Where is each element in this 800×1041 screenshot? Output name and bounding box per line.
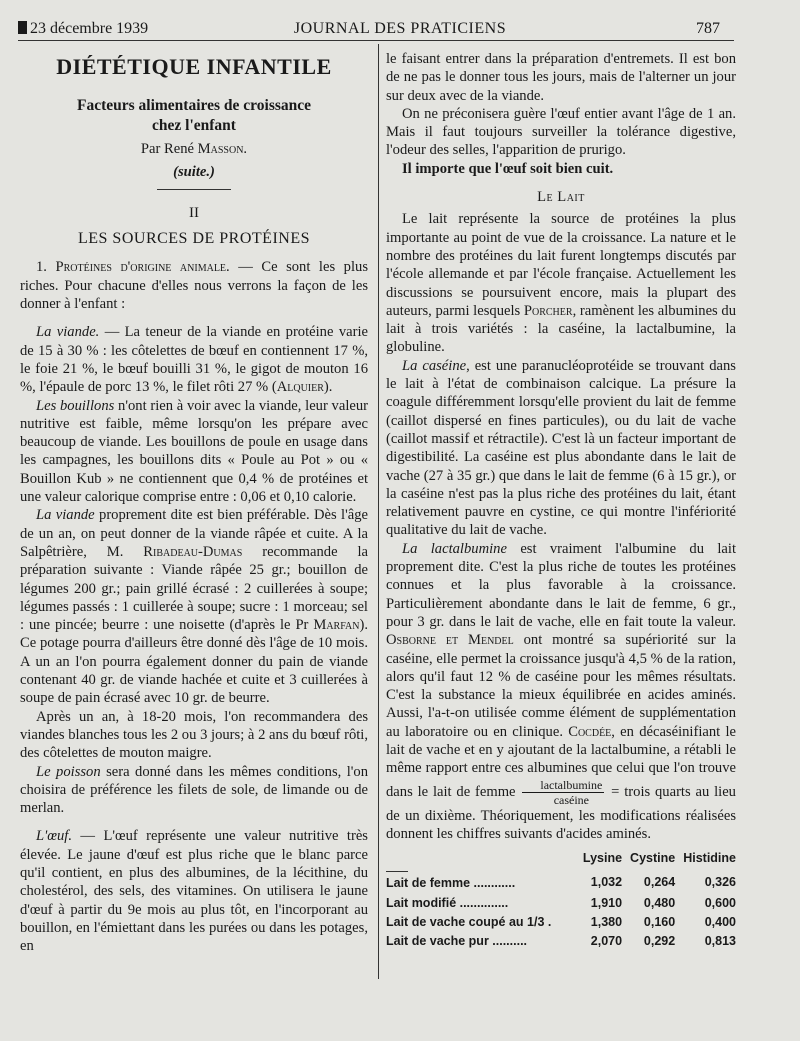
table-row xyxy=(386,894,736,913)
paragraph-text: , est une paranucléoprotéide se trouvant dans le lait à l'état de combinaison calcique. La présure la coagule différemment lorsqu'elle provient du lait de femme (caillot dispersé en fines particules), ou du lait de vache (caillot massif et rétractile). C'est là un facteur important de digestibilité. La caséine est plus abondante dans le lait de vache (27 à 35 gr.) que dans le lait de femme (6 à 15 gr.), or la caséine n'est pas la plus riche des protéines du lait, étant relativement pauvre en cystine, ce qui montre l'infériorité qualitative du lait de vache. xyxy=(386,357,736,539)
cell-histidine: 0,400 xyxy=(704,915,736,930)
paragraph-lead: La lactalbumine xyxy=(402,540,507,557)
paragraph-lead: Les bouillons xyxy=(36,397,115,414)
paragraph xyxy=(386,160,736,178)
paragraph-text: — La teneur de la viande en protéine varie de 15 à 30 % : les côtelettes de bœuf en contiennent 17 %, le foie 21 %, le bœuf bouilli 31 %, le gigot de mouton 16 %, l'épaule de porc 13 %, le filet rôti 27 % ( xyxy=(20,324,368,396)
paragraph-text: , ramènent les albumines du lait à trois variétés : la caséine, la lactalbumine, la globuline. xyxy=(386,302,736,356)
fraction-numerator: lactalbumine xyxy=(522,778,604,793)
citation: Osborne et Mendel xyxy=(386,632,514,649)
cell-histidine: 0,326 xyxy=(704,874,736,889)
paragraph-text: proprement dite est bien préférable. Dès l'âge de un an, on peut donner de la viande râpée et cuite. A la Salpêtrière, M. xyxy=(20,507,368,560)
paragraph xyxy=(20,506,368,707)
article-subtitle-1: Facteurs alimentaires de croissance xyxy=(76,97,312,115)
paragraph xyxy=(386,50,736,105)
right-column xyxy=(386,50,736,952)
author-prefix: Par René xyxy=(140,141,194,158)
paragraph-text: le faisant entrer dans la préparation d'entremets. Il est bon de ne pas le donner tous les jours, mais de l'alterner un jour sur deux avec de la viande. xyxy=(386,51,736,104)
paragraph-gap xyxy=(20,313,368,323)
fraction xyxy=(522,778,604,807)
citation: Marfan xyxy=(313,617,360,634)
left-column xyxy=(20,50,368,955)
table-rule xyxy=(386,871,408,872)
paragraph-text: , en décaséinifiant le lait de vache et en y ajoutant de la lactalbumine, a rétabli le même rapport entre ces albumines que celui que l'on trouve dans le lait de femme xyxy=(386,723,737,800)
citation: Ribadeau-Dumas xyxy=(143,543,243,560)
paragraph-text: sera donné dans les mêmes conditions, l'on choisira de préférence les filets de sole, de limande ou de merlan. xyxy=(20,763,369,817)
author-name: Masson xyxy=(197,141,244,158)
header-journal-name: JOURNAL DES PRATICIENS xyxy=(293,20,507,37)
cell-cystine: 0,292 xyxy=(643,934,676,949)
paragraph-text: Après un an, à 18-20 mois, l'on recommandera des viandes blanches tous les 2 ou 3 jours; à 2 ans du bœuf rôti, des côtelettes de mouton maigre. xyxy=(20,708,368,762)
paragraph xyxy=(20,708,368,763)
paragraph-lead: La viande. xyxy=(36,324,100,341)
paragraph xyxy=(20,763,368,818)
table-header-row xyxy=(386,849,736,871)
column-header: Histidine xyxy=(683,851,736,866)
row-label xyxy=(386,871,575,893)
citation: Cocdée xyxy=(568,723,612,740)
cell-histidine: 0,600 xyxy=(704,895,736,910)
fraction-denominator: caséine xyxy=(553,792,589,807)
article-subtitle-2: chez l'enfant xyxy=(152,117,236,135)
table-row xyxy=(386,913,736,932)
section-number: II xyxy=(189,204,199,221)
column-header: Cystine xyxy=(630,851,676,866)
amino-acid-table xyxy=(386,849,736,951)
cell-lysine: 2,070 xyxy=(590,934,623,949)
paragraph xyxy=(20,258,368,313)
cell-cystine: 0,480 xyxy=(643,895,676,910)
paragraph xyxy=(386,210,736,356)
paragraph-text: ). xyxy=(323,379,333,396)
paragraph-text: est vraiment l'albumine du lait proprement dite. C'est la plus riche de toutes les protéines connues et la plus favorable à la croissance. Particulièrement abondante dans le lait de femme, 6 gr., pour 3 gr. dans le lait de vache, elle en fait toute la valeur. xyxy=(386,540,736,630)
header-rule xyxy=(18,40,734,41)
paragraph xyxy=(386,357,736,540)
article-author: Par René Masson. xyxy=(140,141,248,158)
subsection-heading: Le Lait xyxy=(537,189,585,206)
paragraph xyxy=(20,397,368,507)
paragraph-text: Il importe que l'œuf soit bien cuit. xyxy=(402,160,614,177)
paragraph-text: — L'œuf représente une valeur nutritive très élevée. Le jaune d'œuf est plus riche que le blanc parce qu'il contient, en plus des albumines, de la lécithine, du cholestérol, des sels, des vitamines. On utilisera le jaune d'œuf à partir du 9e mois au plus tôt, en l'incorporant au bouillon, en l'émiettant dans les purées ou dans les potages, en xyxy=(20,828,368,955)
paragraph-text: Le lait représente la source de protéines la plus importante au point de vue de la croissance. La nature et le nombre des protéines du lait furent longtemps discutés par l'école allemande et par l'école française. Actuellement les discussions se poursuivent encore, mais la plupart des auteurs, parmi lesquels xyxy=(386,211,736,319)
citation: Alquier xyxy=(276,379,324,396)
row-label: Lait modifié .............. xyxy=(386,895,509,910)
citation: Porcher xyxy=(523,302,573,319)
row-label: Lait de vache pur .......... xyxy=(386,934,528,949)
cell-lysine: 1,380 xyxy=(590,915,623,930)
paragraph-text: ). Ce potage pourra d'ailleurs être donné dès l'âge de 10 mois. A un an l'on pourra également donner du pain de viande contenant 40 gr. de viande hachée et cuite et 3 cuillerées à soupe de pain écrasé avec 10 gr. de beurre. xyxy=(20,617,368,707)
cell-lysine: 1,032 xyxy=(590,874,623,889)
paragraph xyxy=(386,105,736,160)
table-corner xyxy=(386,849,575,871)
paragraph-lead: La caséine xyxy=(402,357,467,374)
paragraph-lead: La viande xyxy=(36,507,95,524)
paragraph xyxy=(386,540,736,843)
paragraph-text: n'ont rien à voir avec la viande, leur valeur nutritive est faible, même lorsqu'on les prépare avec beaucoup de viande. Les bouillons de poule en usage dans les campagnes, les bouillons dits « Poule au Pot » ou « Bouillon Kub » ne contiennent que 0,4 % de protéines et une valeur calorique comprise entre : 0,06 et 0,10 calorie. xyxy=(20,397,369,506)
article-suite-note: (suite.) xyxy=(173,163,215,180)
paragraph-text: recommande la préparation suivante : Viande râpée 25 gr.; bouillon de légumes 200 gr.; pain grillé écrasé : 2 cuillerées à soupe; légumes passés : 1 cuillerée à soupe; sucre : 1 morceau; sel : une pincée; beurre : une noisette (d'après le Pr xyxy=(20,543,368,634)
paragraph-text: = trois quarts au lieu de un dixième. Théoriquement, les modifications réalisées donnent les chiffres suivants d'acides aminés. xyxy=(386,783,736,842)
paragraph-gap xyxy=(20,817,368,827)
running-header xyxy=(18,20,782,40)
header-date: 23 décembre 1939 xyxy=(18,20,148,38)
paragraph-lead: 1. Protéines d'origine animale. xyxy=(36,259,230,276)
row-label-text: Lait de femme ............ xyxy=(386,876,516,891)
paragraph-lead: Le poisson xyxy=(36,763,101,780)
title-separator xyxy=(157,189,231,190)
paragraph xyxy=(20,827,368,955)
cell-lysine: 1,910 xyxy=(590,895,623,910)
paragraph-text: ont montré sa supériorité sur la caséine, elle permet la croissance jusqu'à 4,5 % de la ration, alors qu'il faut 12 % de caséine pour les mêmes résultats. C'est la substance la mieux équilibrée en acides aminés. Aussi, l'a-t-on utilisée comme élément de supplémentation au laboratoire ou en clinique. xyxy=(386,632,736,740)
section-title: LES SOURCES DE PROTÉINES xyxy=(77,230,311,248)
paragraph xyxy=(20,323,368,396)
article-title: DIÉTÉTIQUE INFANTILE xyxy=(56,54,332,79)
paragraph-text: — Ce sont les plus riches. Pour chacune d'elles nous verrons la façon de les donner à l'enfant : xyxy=(20,259,368,313)
column-header: Lysine xyxy=(582,851,623,866)
table-row xyxy=(386,932,736,951)
column-divider xyxy=(378,44,379,979)
paragraph-lead: L'œuf. xyxy=(36,828,72,845)
row-label: Lait de vache coupé au 1/3 . xyxy=(386,915,552,930)
cell-cystine: 0,264 xyxy=(643,874,676,889)
header-page-number: 787 xyxy=(696,20,720,37)
cell-cystine: 0,160 xyxy=(643,915,676,930)
table-row xyxy=(386,871,736,893)
paragraph-text: On ne préconisera guère l'œuf entier avant l'âge de 1 an. Mais il faut toujours surveiller la tolérance digestive, l'odeur des selles, l'apparition de prurigo. xyxy=(386,105,736,159)
cell-histidine: 0,813 xyxy=(704,934,736,949)
